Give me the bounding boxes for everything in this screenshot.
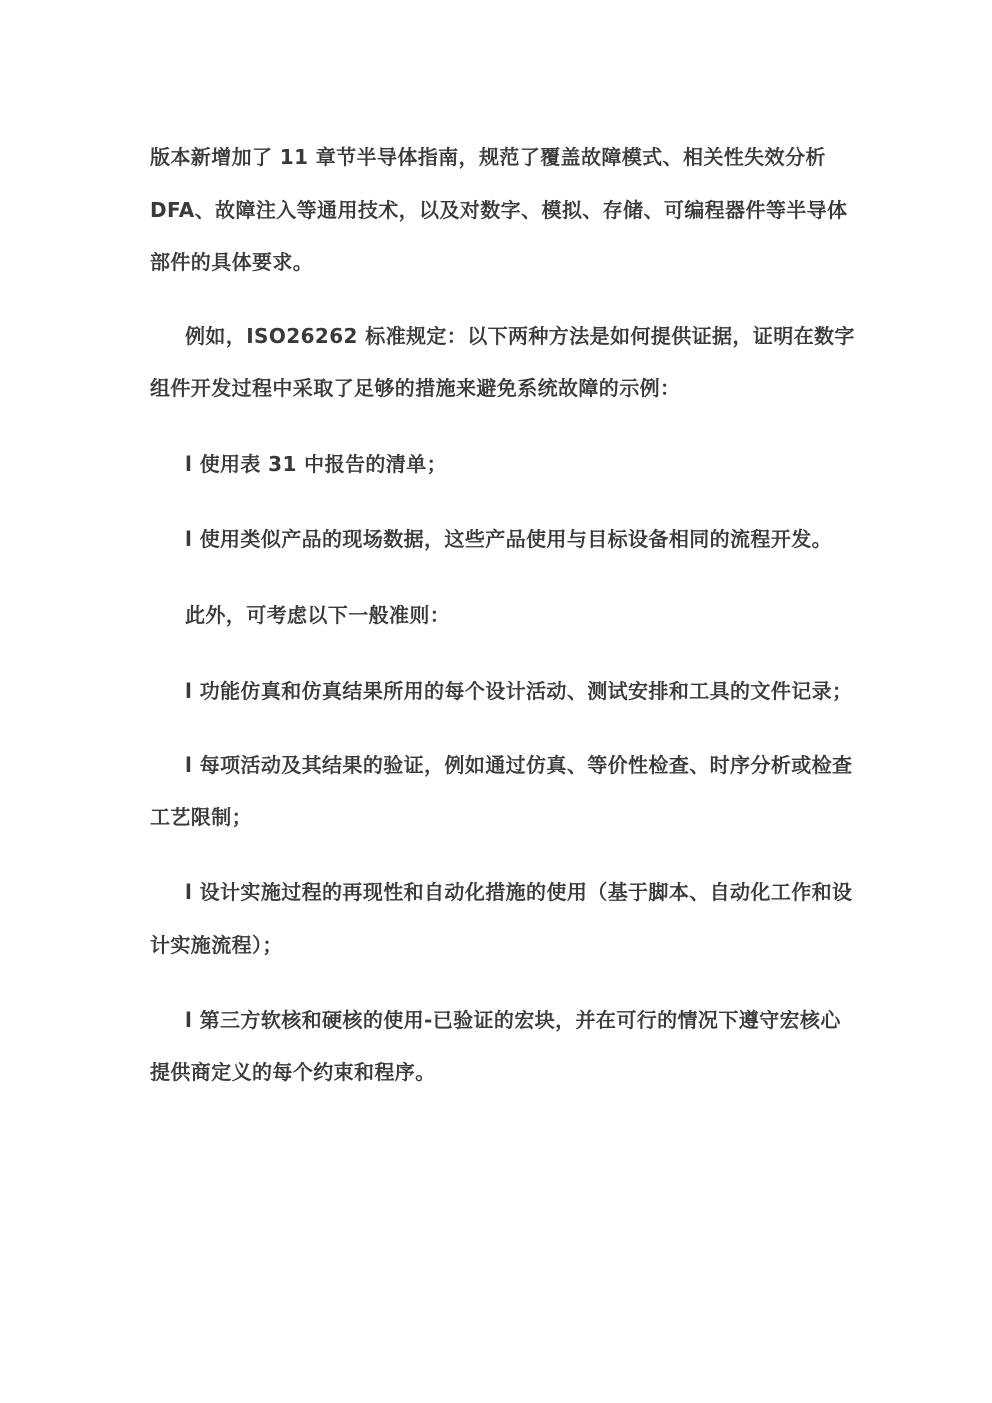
paragraph-1-line-1: 版本新增加了 11 章节半导体指南，规范了覆盖故障模式、相关性失效分析 <box>150 145 826 169</box>
bullet-item-checklist: l 使用表 31 中报告的清单； <box>185 452 447 476</box>
paragraph-1-line-2: DFA、故障注入等通用技术，以及对数字、模拟、存储、可编程器件等半导体 <box>150 198 848 222</box>
paragraph-1-line-3: 部件的具体要求。 <box>150 250 314 274</box>
bullet-item-documentation: l 功能仿真和仿真结果所用的每个设计活动、测试安排和工具的文件记录； <box>185 679 853 703</box>
paragraph-2-line-1: 例如，ISO26262 标准规定：以下两种方法是如何提供证据，证明在数字 <box>185 324 855 348</box>
bullet-item-verification-line-2: 工艺限制； <box>150 805 252 829</box>
bullet-item-reproducibility-line-2: 计实施流程）； <box>150 933 283 957</box>
bullet-item-verification-line-1: l 每项活动及其结果的验证，例如通过仿真、等价性检查、时序分析或检查 <box>185 753 853 777</box>
paragraph-2-line-2: 组件开发过程中采取了足够的措施来避免系统故障的示例： <box>150 376 681 400</box>
general-guidelines-heading: 此外，可考虑以下一般准则： <box>185 603 451 627</box>
bullet-item-reproducibility-line-1: l 设计实施过程的再现性和自动化措施的使用（基于脚本、自动化工作和设 <box>185 880 853 904</box>
bullet-item-third-party-cores-line-1: l 第三方软核和硬核的使用‑已验证的宏块，并在可行的情况下遵守宏核心 <box>185 1008 841 1032</box>
bullet-item-third-party-cores-line-2: 提供商定义的每个约束和程序。 <box>150 1060 436 1084</box>
bullet-item-field-data: l 使用类似产品的现场数据，这些产品使用与目标设备相同的流程开发。 <box>185 527 833 551</box>
